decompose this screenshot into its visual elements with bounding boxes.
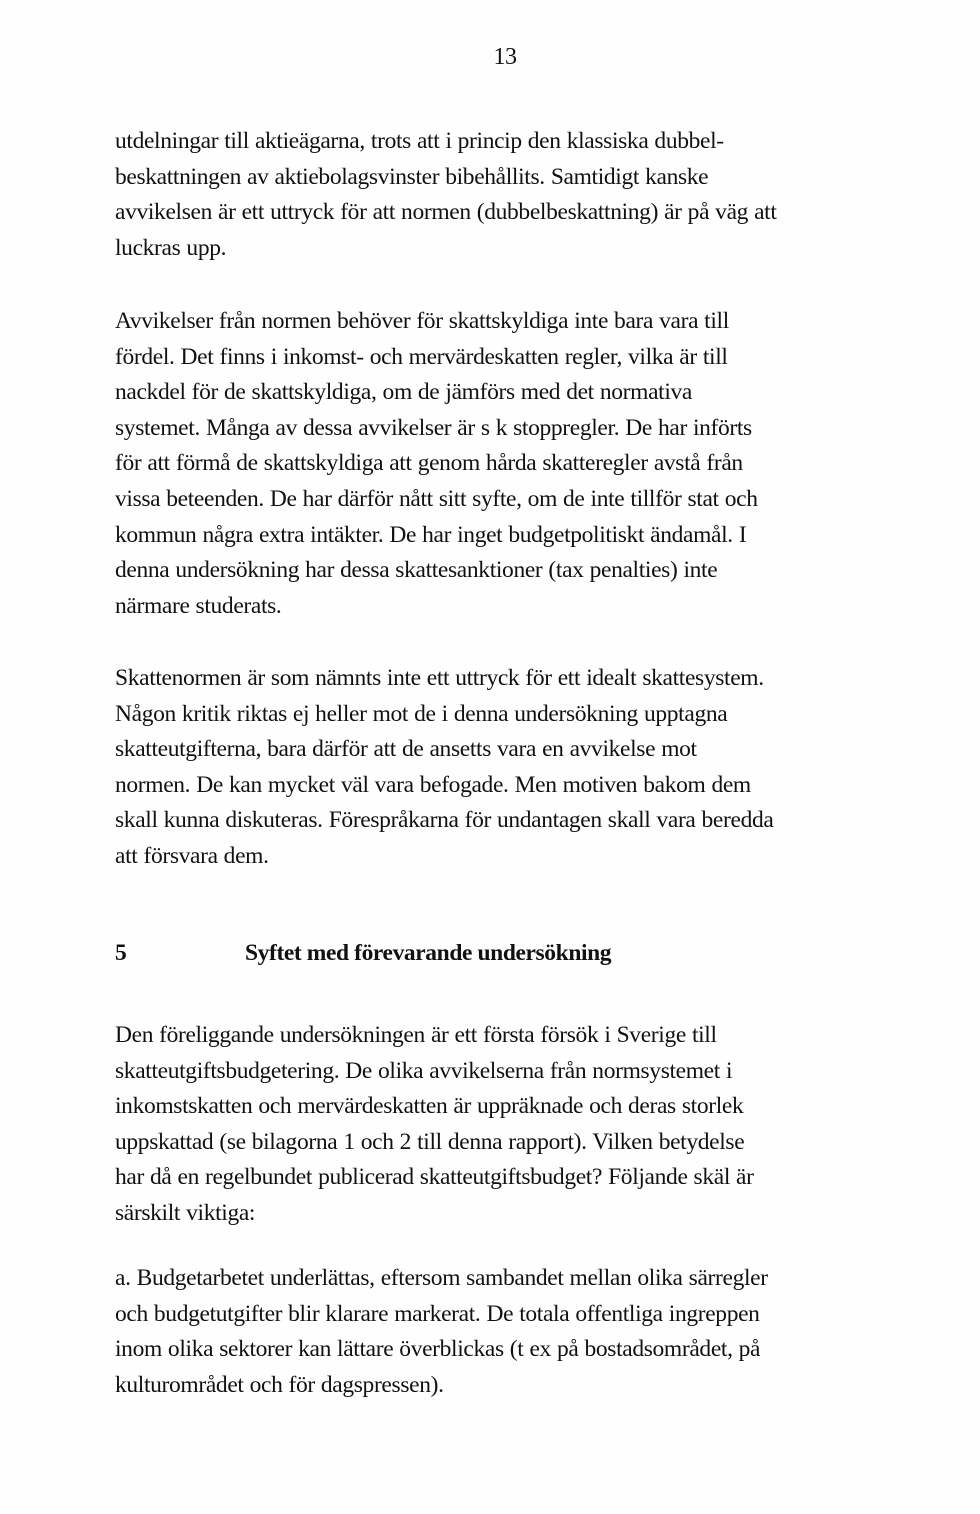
text-line: beskattningen av aktiebolagsvinster bibehållits. Samtidigt kanske bbox=[115, 163, 709, 190]
text-line: närmare studerats. bbox=[115, 592, 282, 619]
text-line: skatteutgiftsbudgetering. De olika avvikelserna från normsystemet i bbox=[115, 1057, 733, 1084]
section-title: Syftet med förevarande undersökning bbox=[245, 940, 612, 966]
text-line: kommun några extra intäkter. De har inget budgetpolitiskt ändamål. I bbox=[115, 521, 747, 548]
paragraph-1 bbox=[115, 124, 895, 266]
text-line: att försvara dem. bbox=[115, 842, 269, 869]
text-line: särskilt viktiga: bbox=[115, 1199, 256, 1226]
text-line: normen. De kan mycket väl vara befogade. Men motiven bakom dem bbox=[115, 771, 751, 798]
text-line: kulturområdet och för dagspressen). bbox=[115, 1371, 444, 1398]
page-number: 13 bbox=[493, 44, 517, 70]
text-line: Avvikelser från normen behöver för skattskyldiga inte bara vara till bbox=[115, 308, 729, 334]
text-line: har då en regelbundet publicerad skatteutgiftsbudget? Följande skäl är bbox=[115, 1164, 754, 1191]
text-line: avvikelsen är ett uttryck för att normen (dubbelbeskattning) är på väg att bbox=[115, 199, 777, 226]
text-line: nackdel för de skattskyldiga, om de jämförs med det normativa bbox=[115, 379, 693, 406]
text-line: systemet. Många av dessa avvikelser är s k stoppregler. De har införts bbox=[115, 414, 752, 441]
text-line: a. Budgetarbetet underlättas, eftersom sambandet mellan olika särregler bbox=[115, 1265, 768, 1291]
text-line: och budgetutgifter blir klarare markerat. De totala offentliga ingreppen bbox=[115, 1300, 760, 1327]
text-line: Skattenormen är som nämnts inte ett uttryck för ett idealt skattesystem. bbox=[115, 665, 764, 691]
paragraph-2 bbox=[115, 304, 895, 624]
text-line: vissa beteenden. De har därför nått sitt syfte, om de inte tillför stat och bbox=[115, 485, 758, 512]
text-line: skall kunna diskuteras. Förespråkarna för undantagen skall vara beredda bbox=[115, 807, 774, 834]
text-line: inkomstskatten och mervärdeskatten är uppräknade och deras storlek bbox=[115, 1093, 744, 1120]
text-line: skatteutgifterna, bara därför att de ansetts vara en avvikelse mot bbox=[115, 736, 697, 763]
text-line: Den föreliggande undersökningen är ett första försök i Sverige till bbox=[115, 1022, 717, 1048]
text-line: utdelningar till aktieägarna, trots att i princip den klassiska dubbel- bbox=[115, 128, 724, 154]
text-line: uppskattad (se bilagorna 1 och 2 till denna rapport). Vilken betydelse bbox=[115, 1128, 745, 1155]
list-item-a bbox=[115, 1261, 895, 1403]
text-line: Någon kritik riktas ej heller mot de i denna undersökning upptagna bbox=[115, 700, 728, 727]
text-line: denna undersökning har dessa skattesanktioner (tax penalties) inte bbox=[115, 557, 718, 584]
text-line: fördel. Det finns i inkomst- och mervärdeskatten regler, vilka är till bbox=[115, 343, 728, 370]
paragraph-4 bbox=[115, 1018, 895, 1232]
section-number: 5 bbox=[115, 940, 127, 966]
text-line: luckras upp. bbox=[115, 234, 227, 261]
text-line: för att förmå de skattskyldiga att genom hårda skatteregler avstå från bbox=[115, 450, 743, 477]
text-line: inom olika sektorer kan lättare överblickas (t ex på bostadsområdet, på bbox=[115, 1336, 761, 1363]
paragraph-3 bbox=[115, 661, 895, 875]
